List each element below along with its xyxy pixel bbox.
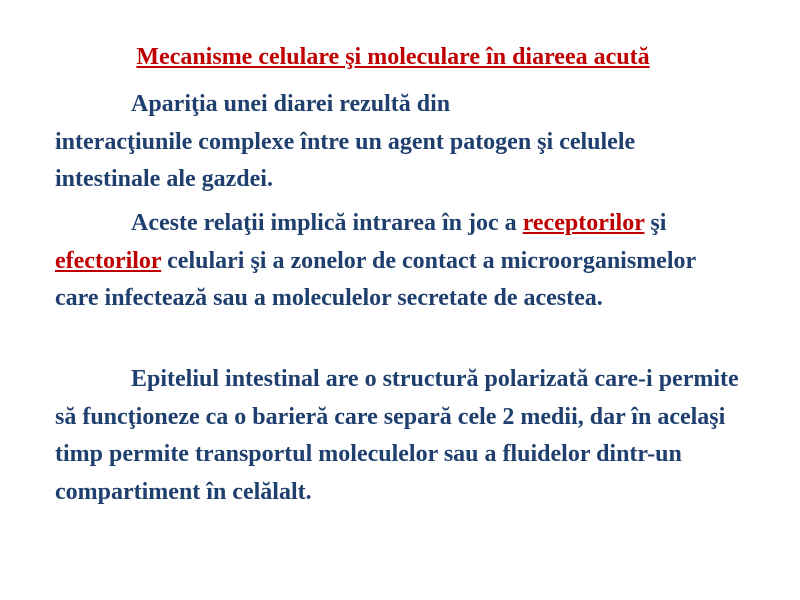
paragraph-2 bbox=[55, 205, 745, 318]
slide-title: Mecanisme celulare şi moleculare în diareea acută bbox=[136, 44, 650, 70]
paragraph-2-text-end: celulari şi a zonelor de contact a microorganismelor care infectează sau a moleculelor secretate de acestea. bbox=[55, 247, 696, 311]
paragraph-1 bbox=[55, 86, 745, 199]
paragraph-3 bbox=[55, 361, 745, 511]
term-efectorilor: efectorilor bbox=[55, 247, 162, 274]
paragraph-1-line-1: Apariţia unei diarei rezultă din bbox=[131, 91, 451, 117]
paragraph-1-line-2: interacţiunile complexe între un agent patogen şi celulele intestinale ale gazdei. bbox=[55, 128, 636, 192]
paragraph-2-text-start: Aceste relaţii implică intrarea în joc a bbox=[131, 210, 523, 236]
term-receptorilor: receptorilor bbox=[522, 210, 645, 236]
paragraph-2-text-mid: şi bbox=[644, 210, 667, 236]
paragraph-3-text: Epiteliul intestinal are o structură polarizată care-i permite să funcţioneze ca o barieră care separă cele 2 medii, dar în acelaşi timp permite transportul moleculelor sau a fluidelor dintr-un compartiment în celălalt. bbox=[55, 366, 739, 505]
